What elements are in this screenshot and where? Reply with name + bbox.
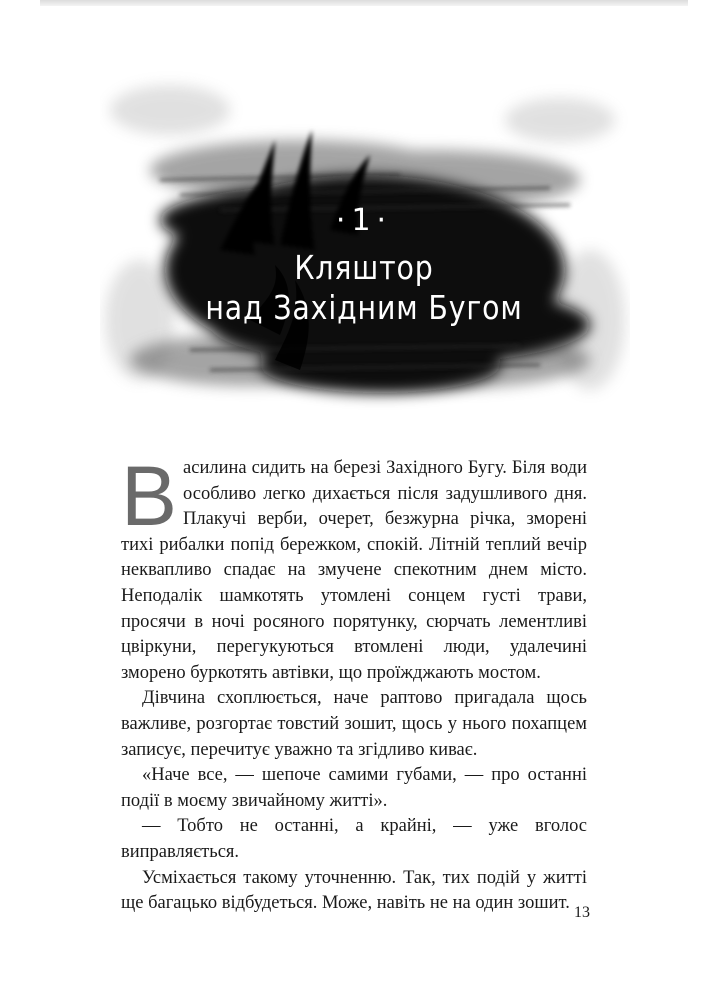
page-top-edge [40,0,688,6]
paragraph: «Наче все, — шепоче самими губами, — про останні події в моєму звичайному житті». [121,765,587,811]
paragraph: — Тобто не останні, а крайні, — уже вголос виправляється. [121,816,587,862]
chapter-title [51,248,677,328]
chapter-number: ·1· [335,203,393,238]
drop-cap: В [121,449,178,543]
paragraph: Дівчина схоплюється, наче раптово пригадала щось важливе, розгортає товстий зошит, щось у нього похапцем записує, перечитує уважно та згідливо киває. [121,688,587,760]
chapter-title-line: Кляштор [294,248,434,287]
paragraph-text: асилина сидить на березі Західного Бугу. Біля води особливо легко дихається після задушливого дня. Плакучі верби, очерет, безжурна річка, зморені тихі рибалки попід бережком, спокій. Літній теплий вечір неквапливо спадає на змучене спекотним днем місто. Неподалік шамкотять утомлені сонцем густі трави, просячи в ночі росяного порятунку, сюрчать лементливі цвіркуни, перегукуються втомлені люди, удалечині зморено буркотять автівки, що проїжджають мостом. [121,458,587,683]
chapter-text [121,449,587,917]
paragraph [121,449,587,686]
paragraph: Усміхається такому уточненню. Так, тих подій у житті ще багацько відбудеться. Може, навіть не на один зошит. [121,867,587,914]
chapter-title-line: над Західним Бугом [205,288,523,327]
page-number: 13 [574,904,590,921]
